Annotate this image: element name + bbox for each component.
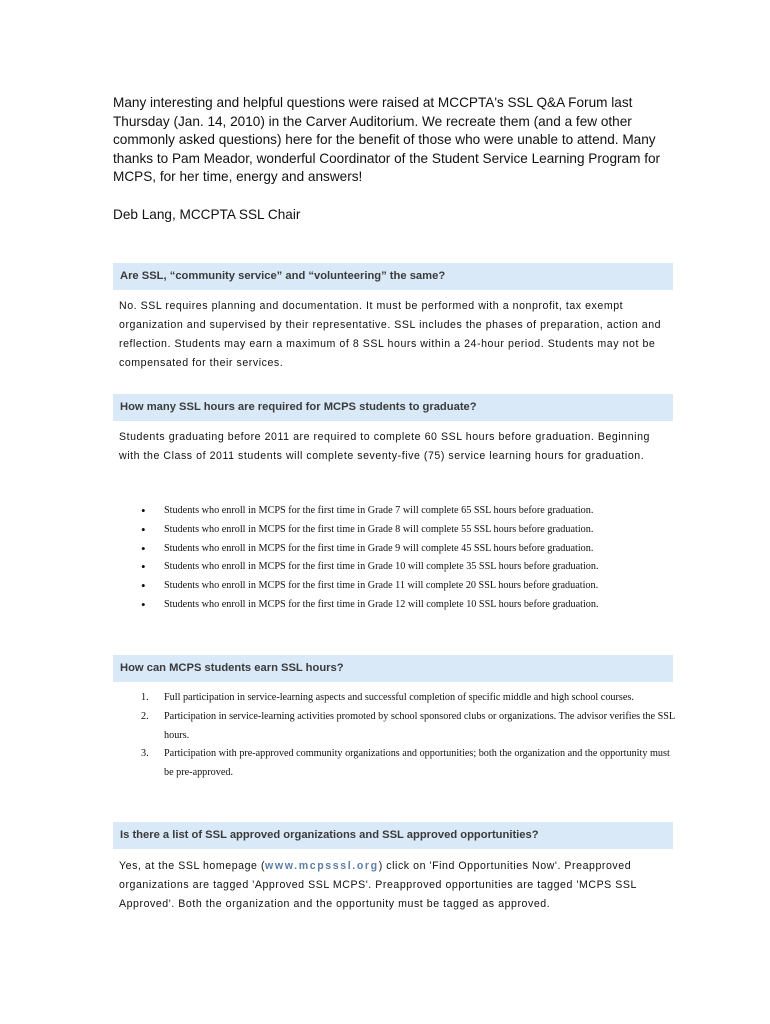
list-item: • Students who enroll in MCPS for the first time in Grade 9 will complete 45 SSL hours before graduation. (135, 540, 675, 559)
list-item: 2. Participation in service-learning activities promoted by school sponsored clubs or organizations. The advisor verifies the SSL hours. (141, 710, 675, 741)
list-item: • Students who enroll in MCPS for the first time in Grade 12 will complete 10 SSL hours before graduation. (135, 596, 675, 615)
question-heading-earn-hours: How can MCPS students earn SSL hours? (113, 655, 673, 682)
list-item: • Students who enroll in MCPS for the first time in Grade 11 will complete 20 SSL hours before graduation. (135, 577, 675, 596)
answer-approved-list: Yes, at the SSL homepage (www.mcpsssl.org) click on 'Find Opportunities Now'. Preapproved organizations are tagged 'Approved SSL MCPS'. Preapproved opportunities are tagged 'MCPS SSL Approved'. Both the organization and the opportunity must be tagged as approved. (119, 860, 637, 910)
bullet-icon: • (141, 596, 146, 612)
signature: Deb Lang, MCCPTA SSL Chair (113, 207, 301, 222)
list-item: • Students who enroll in MCPS for the first time in Grade 10 will complete 35 SSL hours before graduation. (135, 558, 675, 577)
list-item: • Students who enroll in MCPS for the first time in Grade 8 will complete 55 SSL hours before graduation. (135, 521, 675, 540)
answer-hours-required: Students graduating before 2011 are required to complete 60 SSL hours before graduation. Beginning with the Class of 2011 students will complete seventy-five (75) service learning hours for graduation. (119, 431, 650, 462)
bullet-icon: • (141, 578, 146, 594)
list-item: 3. Participation with pre-approved community organizations and opportunities; both the organization and the opportunity must be pre-approved. (141, 748, 670, 779)
list-item: • Students who enroll in MCPS for the first time in Grade 7 will complete 65 SSL hours before graduation. (135, 502, 675, 521)
earn-hours-list (135, 689, 675, 783)
bullet-icon: • (141, 540, 146, 556)
question-heading-ssl-same: Are SSL, “community service” and “volunteering” the same? (113, 263, 673, 290)
bullet-icon: • (141, 503, 146, 518)
intro-paragraph: Many interesting and helpful questions were raised at MCCPTA's SSL Q&A Forum last Thursday (Jan. 14, 2010) in the Carver Auditorium. We recreate them (and a few other commonly asked questions) here for the benefit of those who were unable to attend. Many thanks to Pam Meador, wonderful Coordinator of the Student Service Learning Program for MCPS, for her time, energy and answers! (113, 95, 661, 185)
bullet-icon: • (141, 521, 146, 537)
question-heading-approved-list: Is there a list of SSL approved organizations and SSL approved opportunities? (113, 822, 673, 849)
ssl-homepage-link[interactable]: www.mcpsssl.org (265, 860, 379, 872)
answer-ssl-same: No. SSL requires planning and documentation. It must be performed with a nonprofit, tax exempt organization and supervised by their representative. SSL includes the phases of preparation, action and reflection. Students may earn a maximum of 8 SSL hours within a 24-hour period. Students may not be compensated for their services. (119, 300, 662, 369)
bullet-icon: • (141, 559, 146, 575)
list-item: 1. Full participation in service-learning aspects and successful completion of specific middle and high school courses. (141, 692, 634, 703)
grade-hours-list (135, 502, 675, 615)
question-heading-hours-required: How many SSL hours are required for MCPS students to graduate? (113, 394, 673, 421)
